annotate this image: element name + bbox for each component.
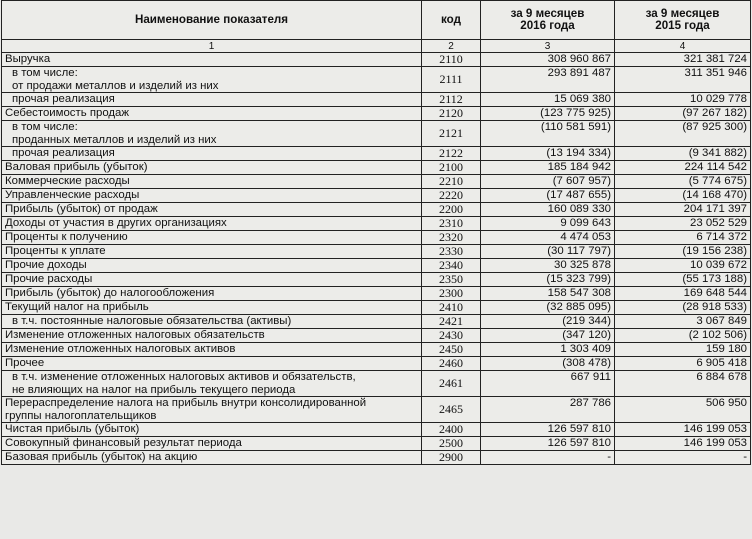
row-value-2015: 10 029 778 <box>615 93 751 107</box>
row-name <box>2 371 422 397</box>
row-code: 2400 <box>422 423 481 437</box>
table-row <box>2 451 751 465</box>
row-code: 2300 <box>422 287 481 301</box>
row-value-2015: (9 341 882) <box>615 147 751 161</box>
row-name-line: Текущий налог на прибыль <box>5 301 149 314</box>
table-body <box>2 53 751 465</box>
row-value-2016: 287 786 <box>481 397 615 423</box>
row-code: 2350 <box>422 273 481 287</box>
row-code: 2122 <box>422 147 481 161</box>
header-code: код <box>422 1 481 40</box>
row-value-2016: (13 194 334) <box>481 147 615 161</box>
row-value-2015: 159 180 <box>615 343 751 357</box>
row-value-2016: - <box>481 451 615 465</box>
table-row <box>2 301 751 315</box>
income-statement-table <box>1 0 751 465</box>
row-value-2016: (308 478) <box>481 357 615 371</box>
row-value-2015: (87 925 300) <box>615 121 751 147</box>
row-name-line: в том числе: <box>12 121 78 133</box>
row-value-2015: 6 905 418 <box>615 357 751 371</box>
row-name <box>2 397 422 423</box>
table-row <box>2 147 751 161</box>
table-row <box>2 217 751 231</box>
column-number: 4 <box>615 40 751 53</box>
row-code: 2421 <box>422 315 481 329</box>
row-value-2015: - <box>615 451 751 465</box>
row-name-line: в т.ч. изменение отложенных налоговых активов и обязательств, <box>12 371 356 383</box>
row-name <box>2 343 422 357</box>
row-value-2015: 321 381 724 <box>615 53 751 67</box>
row-name <box>2 175 422 189</box>
row-name-line: прочая реализация <box>12 147 115 160</box>
row-name-line: Выручка <box>5 53 51 66</box>
table-row <box>2 67 751 93</box>
row-value-2016: (17 487 655) <box>481 189 615 203</box>
row-name <box>2 301 422 315</box>
row-value-2015: 169 648 544 <box>615 287 751 301</box>
row-code: 2100 <box>422 161 481 175</box>
table-row <box>2 371 751 397</box>
row-value-2016: 15 069 380 <box>481 93 615 107</box>
row-name <box>2 357 422 371</box>
row-name-line: Коммерческие расходы <box>5 175 130 188</box>
row-code: 2320 <box>422 231 481 245</box>
column-number: 1 <box>2 40 422 53</box>
row-name-line: Перераспределение налога на прибыль внутри консолидированной <box>5 397 367 409</box>
row-value-2016: 9 099 643 <box>481 217 615 231</box>
row-value-2015: 146 199 053 <box>615 437 751 451</box>
row-name <box>2 329 422 343</box>
row-name-line: Валовая прибыль (убыток) <box>5 161 148 174</box>
row-value-2016: 30 325 878 <box>481 259 615 273</box>
row-value-2015: (19 156 238) <box>615 245 751 259</box>
row-value-2016: 126 597 810 <box>481 437 615 451</box>
row-name-line: Базовая прибыль (убыток) на акцию <box>5 451 198 464</box>
row-value-2015: 146 199 053 <box>615 423 751 437</box>
row-name-line: Себестоимость продаж <box>5 107 130 120</box>
row-name-line: в том числе: <box>12 67 78 79</box>
row-name <box>2 437 422 451</box>
header-period-2016 <box>481 1 615 40</box>
row-value-2015: 224 114 542 <box>615 161 751 175</box>
row-code: 2111 <box>422 67 481 93</box>
header-period-2016-line2: 2016 года <box>520 19 575 32</box>
row-code: 2110 <box>422 53 481 67</box>
row-name <box>2 217 422 231</box>
row-code: 2410 <box>422 301 481 315</box>
row-name-line: Проценты к получению <box>5 231 128 244</box>
row-code: 2465 <box>422 397 481 423</box>
row-value-2015: (5 774 675) <box>615 175 751 189</box>
row-code: 2112 <box>422 93 481 107</box>
row-name-line: не влияющих на налог на прибыль текущего периода <box>12 383 296 396</box>
row-name-line: Прибыль (убыток) от продаж <box>5 203 158 216</box>
header-name: Наименование показателя <box>2 1 422 40</box>
row-code: 2200 <box>422 203 481 217</box>
row-name-line: в т.ч. постоянные налоговые обязательства (активы) <box>12 315 292 328</box>
row-name <box>2 287 422 301</box>
row-name <box>2 245 422 259</box>
row-name-line: Прибыль (убыток) до налогообложения <box>5 287 215 300</box>
table-row <box>2 93 751 107</box>
row-name <box>2 121 422 147</box>
row-name-line: Доходы от участия в других организациях <box>5 217 227 230</box>
row-value-2016: 126 597 810 <box>481 423 615 437</box>
table-row <box>2 259 751 273</box>
row-value-2016: 293 891 487 <box>481 67 615 93</box>
row-value-2015: 10 039 672 <box>615 259 751 273</box>
row-code: 2121 <box>422 121 481 147</box>
row-name-line: прочая реализация <box>12 93 115 106</box>
row-value-2015: (97 267 182) <box>615 107 751 121</box>
header-period-2015 <box>615 1 751 40</box>
row-name-line: Совокупный финансовый результат периода <box>5 437 242 450</box>
row-value-2016: (32 885 095) <box>481 301 615 315</box>
row-value-2015: (55 173 188) <box>615 273 751 287</box>
header-row <box>2 1 751 40</box>
row-name <box>2 189 422 203</box>
row-name <box>2 67 422 93</box>
row-value-2016: (110 581 591) <box>481 121 615 147</box>
row-name <box>2 203 422 217</box>
row-code: 2120 <box>422 107 481 121</box>
table-row <box>2 161 751 175</box>
header-period-2016-line1: за 9 месяцев <box>510 6 585 20</box>
row-code: 2430 <box>422 329 481 343</box>
row-code: 2450 <box>422 343 481 357</box>
row-value-2015: (2 102 506) <box>615 329 751 343</box>
table-row <box>2 203 751 217</box>
table-row <box>2 287 751 301</box>
row-code: 2330 <box>422 245 481 259</box>
row-value-2016: 158 547 308 <box>481 287 615 301</box>
row-value-2015: (28 918 533) <box>615 301 751 315</box>
row-value-2016: 4 474 053 <box>481 231 615 245</box>
row-name-line: Чистая прибыль (убыток) <box>5 423 140 436</box>
row-name <box>2 315 422 329</box>
row-name-line: Изменение отложенных налоговых активов <box>5 343 236 356</box>
table-row <box>2 245 751 259</box>
header-period-2015-line2: 2015 года <box>655 19 710 32</box>
row-value-2016: (123 775 925) <box>481 107 615 121</box>
table-row <box>2 175 751 189</box>
row-value-2015: 311 351 946 <box>615 67 751 93</box>
row-code: 2210 <box>422 175 481 189</box>
row-name-line: группы налогоплательщиков <box>5 409 157 422</box>
row-value-2016: 667 911 <box>481 371 615 397</box>
row-code: 2340 <box>422 259 481 273</box>
row-code: 2461 <box>422 371 481 397</box>
table-row <box>2 315 751 329</box>
row-value-2016: 1 303 409 <box>481 343 615 357</box>
row-value-2016: (30 117 797) <box>481 245 615 259</box>
table-row <box>2 189 751 203</box>
row-name <box>2 53 422 67</box>
row-name-line: Прочие доходы <box>5 259 87 272</box>
row-value-2015: (14 168 470) <box>615 189 751 203</box>
table-row <box>2 437 751 451</box>
header-period-2015-line1: за 9 месяцев <box>645 6 720 20</box>
row-name <box>2 423 422 437</box>
row-value-2015: 3 067 849 <box>615 315 751 329</box>
row-name <box>2 147 422 161</box>
row-name-line: проданных металлов и изделий из них <box>12 133 217 146</box>
row-name-line: Прочие расходы <box>5 273 93 286</box>
row-value-2015: 23 052 529 <box>615 217 751 231</box>
row-value-2016: (15 323 799) <box>481 273 615 287</box>
table-row <box>2 397 751 423</box>
table-row <box>2 329 751 343</box>
row-name <box>2 273 422 287</box>
table-row <box>2 107 751 121</box>
row-value-2016: 185 184 942 <box>481 161 615 175</box>
column-number: 3 <box>481 40 615 53</box>
row-name <box>2 451 422 465</box>
column-number: 2 <box>422 40 481 53</box>
row-name-line: Управленческие расходы <box>5 189 140 202</box>
table-row <box>2 231 751 245</box>
row-value-2015: 6 714 372 <box>615 231 751 245</box>
table-row <box>2 53 751 67</box>
row-value-2016: (347 120) <box>481 329 615 343</box>
row-value-2016: (7 607 957) <box>481 175 615 189</box>
row-name <box>2 93 422 107</box>
row-code: 2900 <box>422 451 481 465</box>
row-value-2016: 308 960 867 <box>481 53 615 67</box>
row-code: 2310 <box>422 217 481 231</box>
table-row <box>2 343 751 357</box>
row-name-line: Изменение отложенных налоговых обязательств <box>5 329 265 342</box>
column-number-row <box>2 40 751 53</box>
row-name <box>2 231 422 245</box>
row-code: 2500 <box>422 437 481 451</box>
row-code: 2220 <box>422 189 481 203</box>
row-code: 2460 <box>422 357 481 371</box>
row-name <box>2 107 422 121</box>
row-name-line: от продажи металлов и изделий из них <box>12 79 219 92</box>
row-name <box>2 259 422 273</box>
row-value-2016: 160 089 330 <box>481 203 615 217</box>
row-value-2016: (219 344) <box>481 315 615 329</box>
table-row <box>2 121 751 147</box>
table-row <box>2 423 751 437</box>
row-name <box>2 161 422 175</box>
table-row <box>2 273 751 287</box>
table-row <box>2 357 751 371</box>
row-value-2015: 506 950 <box>615 397 751 423</box>
row-value-2015: 6 884 678 <box>615 371 751 397</box>
row-name-line: Прочее <box>5 357 45 370</box>
row-value-2015: 204 171 397 <box>615 203 751 217</box>
row-name-line: Проценты к уплате <box>5 245 106 258</box>
